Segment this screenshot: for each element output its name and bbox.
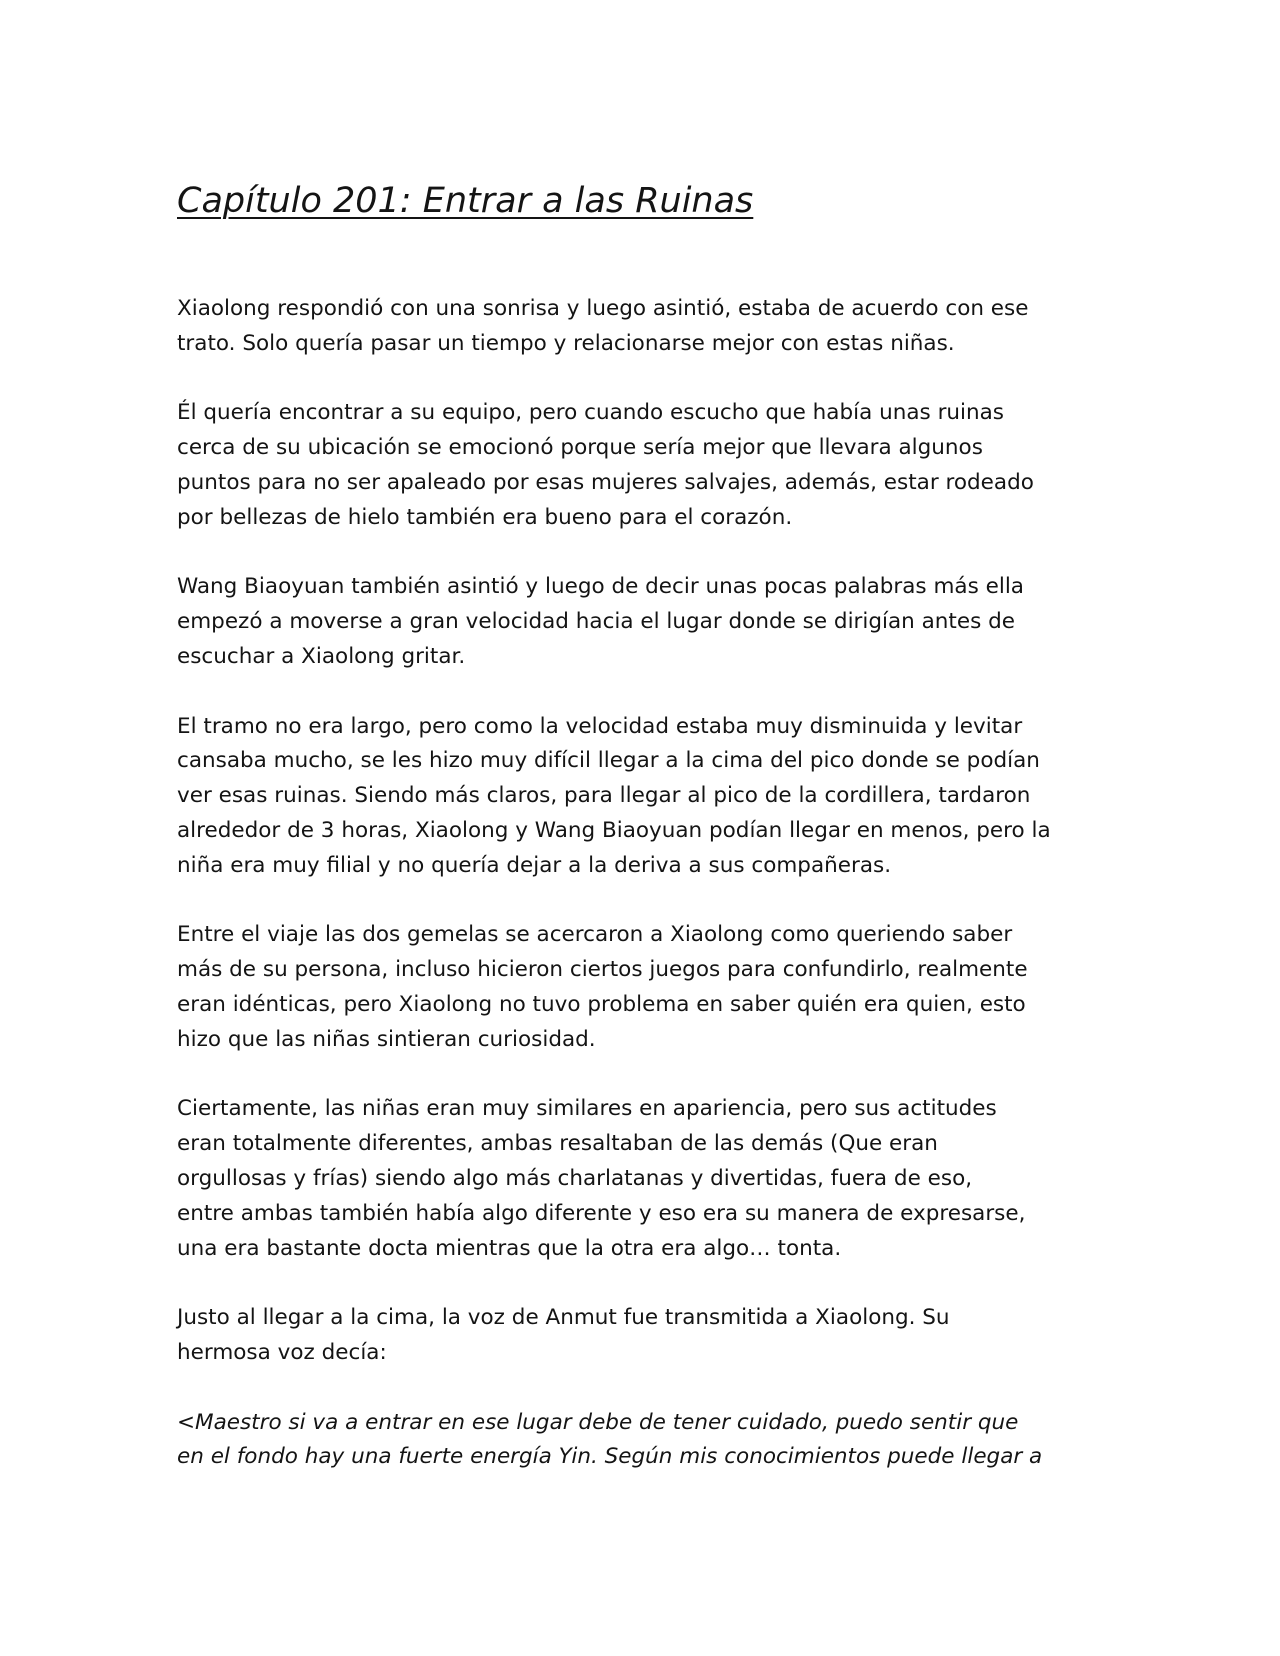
paragraph bbox=[177, 396, 1117, 535]
text-line: empezó a moverse a gran velocidad hacia el lugar donde se dirigían antes de bbox=[177, 609, 1015, 635]
text-line: trato. Solo quería pasar un tiempo y relacionarse mejor con estas niñas. bbox=[177, 330, 955, 356]
text-line: hermosa voz decía: bbox=[177, 1339, 387, 1365]
paragraph bbox=[177, 918, 1117, 1057]
text-line: eran totalmente diferentes, ambas resaltaban de las demás (Que eran bbox=[177, 1131, 938, 1157]
text-line: <Maestro si va a entrar en ese lugar debe de tener cuidado, puedo sentir que bbox=[177, 1409, 1019, 1435]
text-line: Él quería encontrar a su equipo, pero cuando escucho que había unas ruinas bbox=[177, 400, 1005, 426]
text-line: Entre el viaje las dos gemelas se acercaron a Xiaolong como queriendo saber bbox=[177, 922, 1013, 948]
chapter-title: Capítulo 201: Entrar a las Ruinas bbox=[177, 181, 754, 221]
paragraph bbox=[177, 710, 1117, 884]
paragraph bbox=[177, 292, 1117, 362]
text-line: orgullosas y frías) siendo algo más charlatanas y divertidas, fuera de eso, bbox=[177, 1165, 973, 1191]
paragraph bbox=[177, 570, 1117, 674]
text-line: cansaba mucho, se les hizo muy difícil llegar a la cima del pico donde se podían bbox=[177, 748, 1040, 774]
text-line: El tramo no era largo, pero como la velocidad estaba muy disminuida y levitar bbox=[177, 713, 1023, 739]
text-line: ver esas ruinas. Siendo más claros, para llegar al pico de la cordillera, tardaron bbox=[177, 783, 1031, 809]
page-content bbox=[177, 178, 1117, 1510]
text-line: Justo al llegar a la cima, la voz de Anmut fue transmitida a Xiaolong. Su bbox=[177, 1305, 950, 1331]
text-line: hizo que las niñas sintieran curiosidad. bbox=[177, 1026, 596, 1052]
text-line: Xiaolong respondió con una sonrisa y luego asintió, estaba de acuerdo con ese bbox=[177, 296, 1029, 321]
chapter-body bbox=[177, 292, 1117, 1475]
text-line: cerca de su ubicación se emocionó porque sería mejor que llevara algunos bbox=[177, 435, 983, 461]
text-line: más de su persona, incluso hicieron ciertos juegos para confundirlo, realmente bbox=[177, 957, 1028, 983]
text-line: Ciertamente, las niñas eran muy similares en apariencia, pero sus actitudes bbox=[177, 1096, 997, 1122]
text-line: Wang Biaoyuan también asintió y luego de decir unas pocas palabras más ella bbox=[177, 574, 1024, 600]
text-line: puntos para no ser apaleado por esas mujeres salvajes, además, estar rodeado bbox=[177, 469, 1034, 495]
text-line: alrededor de 3 horas, Xiaolong y Wang Biaoyuan podían llegar en menos, pero la bbox=[177, 817, 1051, 843]
paragraph bbox=[177, 1092, 1117, 1266]
text-line: eran idénticas, pero Xiaolong no tuvo problema en saber quién era quien, esto bbox=[177, 991, 1026, 1017]
text-line: en el fondo hay una fuerte energía Yin. Según mis conocimientos puede llegar a bbox=[177, 1444, 1043, 1470]
paragraph bbox=[177, 1301, 1117, 1371]
text-line: una era bastante docta mientras que la otra era algo… tonta. bbox=[177, 1235, 842, 1261]
text-line: escuchar a Xiaolong gritar. bbox=[177, 643, 466, 669]
italic-paragraph bbox=[177, 1406, 1117, 1476]
text-line: por bellezas de hielo también era bueno para el corazón. bbox=[177, 504, 793, 530]
text-line: niña era muy filial y no quería dejar a la deriva a sus compañeras. bbox=[177, 852, 892, 878]
text-line: entre ambas también había algo diferente y eso era su manera de expresarse, bbox=[177, 1200, 1026, 1226]
